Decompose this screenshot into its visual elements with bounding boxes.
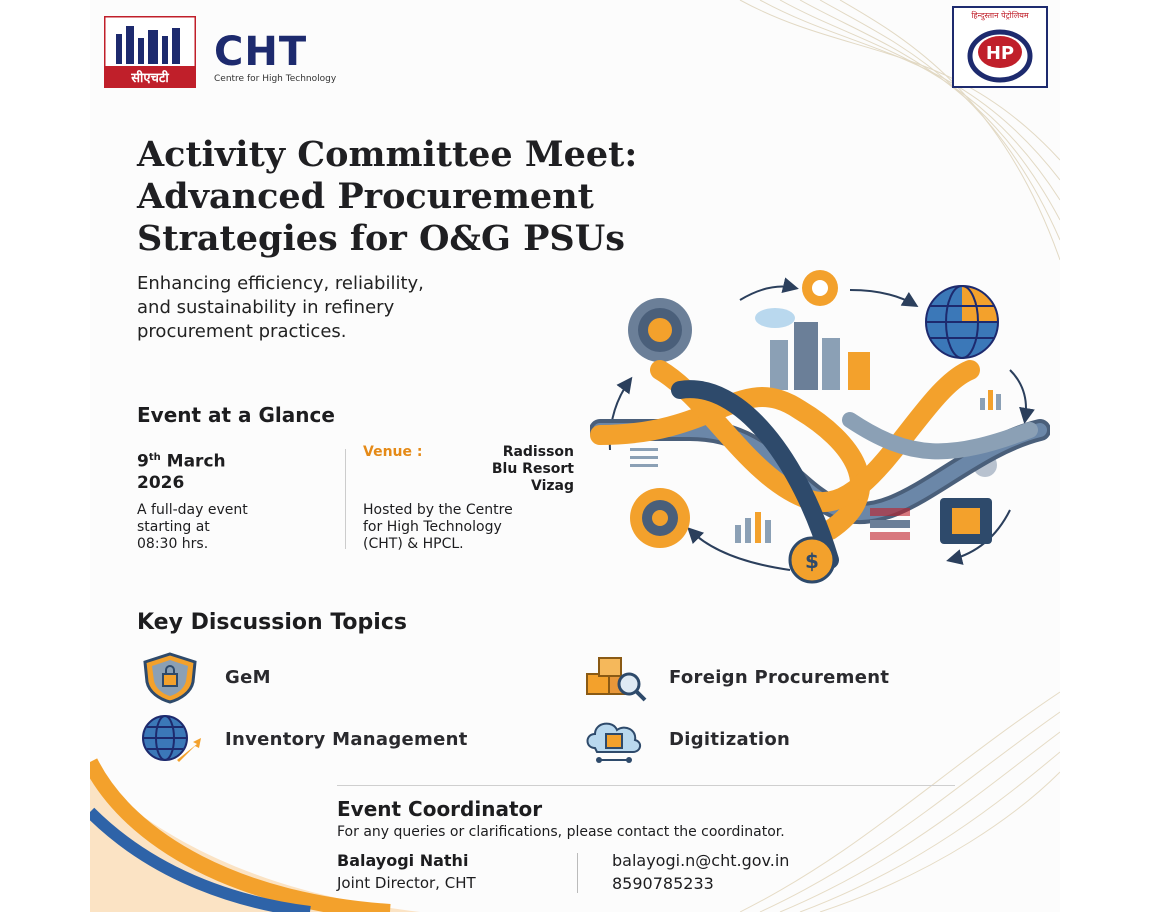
topic-label: Inventory Management bbox=[225, 728, 468, 750]
hp-hindi-text: हिन्दुस्तान पेट्रोलियम bbox=[971, 11, 1029, 20]
hosted-by bbox=[363, 502, 603, 553]
time-line-1: A full-day event bbox=[137, 502, 248, 518]
boxes-search-icon bbox=[579, 650, 649, 704]
title-line-3: Strategies for O&G PSUs bbox=[137, 218, 625, 259]
event-date bbox=[137, 447, 226, 494]
coordinator-contact-divider bbox=[577, 853, 578, 893]
coordinator-name: Balayogi Nathi bbox=[337, 851, 469, 870]
date-day: 9 bbox=[137, 451, 149, 472]
dollar-coin-icon bbox=[790, 538, 834, 582]
bar-chart-icon bbox=[980, 390, 1001, 410]
document-icon bbox=[630, 448, 658, 467]
time-line-2: starting at bbox=[137, 519, 210, 535]
venue-label: Venue : bbox=[363, 444, 423, 460]
subtitle-line-2: and sustainability in refinery bbox=[137, 297, 395, 318]
page-title bbox=[137, 134, 637, 260]
globe-arrow-icon bbox=[135, 712, 205, 766]
topic-digitization bbox=[579, 712, 790, 766]
coordinator-phone[interactable]: 8590785233 bbox=[612, 874, 714, 893]
cht-hindi-text: सीएचटी bbox=[131, 71, 169, 86]
topic-gem bbox=[135, 650, 271, 704]
cloud-chip-icon bbox=[579, 712, 649, 766]
hp-mark: HP bbox=[985, 43, 1015, 64]
hp-logo bbox=[952, 6, 1048, 88]
gear-icon bbox=[630, 488, 690, 548]
venue-value bbox=[440, 444, 574, 495]
topic-inventory-management bbox=[135, 712, 468, 766]
title-line-2: Advanced Procurement bbox=[137, 176, 594, 217]
gear-icon bbox=[628, 298, 692, 362]
shield-lock-icon bbox=[135, 650, 205, 704]
glance-divider bbox=[345, 449, 346, 549]
venue-line-1: Radisson bbox=[502, 444, 574, 460]
date-year: 2026 bbox=[137, 472, 185, 493]
coordinator-role: Joint Director, CHT bbox=[337, 874, 476, 892]
subtitle-line-3: procurement practices. bbox=[137, 321, 347, 342]
hosted-line-2: for High Technology bbox=[363, 519, 502, 535]
topic-foreign-procurement bbox=[579, 650, 889, 704]
coordinator-heading: Event Coordinator bbox=[337, 797, 543, 821]
coordinator-divider bbox=[337, 785, 955, 786]
list-icon bbox=[870, 508, 910, 540]
topic-label: GeM bbox=[225, 666, 271, 688]
hosted-line-1: Hosted by the Centre bbox=[363, 502, 513, 518]
topics-heading: Key Discussion Topics bbox=[137, 610, 407, 635]
cht-emblem-logo bbox=[104, 16, 196, 88]
globe-icon bbox=[926, 286, 998, 358]
coordinator-subtext: For any queries or clarifications, please contact the coordinator. bbox=[337, 824, 785, 840]
subtitle-line-1: Enhancing efficiency, reliability, bbox=[137, 273, 424, 294]
gear-icon bbox=[802, 270, 838, 306]
subtitle bbox=[137, 272, 607, 344]
topic-label: Digitization bbox=[669, 728, 791, 750]
event-time bbox=[137, 502, 337, 553]
date-month: March bbox=[160, 451, 226, 472]
glance-heading: Event at a Glance bbox=[137, 403, 335, 427]
bar-chart-icon bbox=[735, 512, 771, 543]
cht-tagline: Centre for High Technology bbox=[214, 74, 337, 84]
title-line-1: Activity Committee Meet: bbox=[137, 134, 638, 175]
cht-name: CHT bbox=[214, 29, 308, 75]
topic-label: Foreign Procurement bbox=[669, 666, 890, 688]
venue-line-3: Vizag bbox=[530, 478, 574, 494]
time-line-3: 08:30 hrs. bbox=[137, 536, 209, 552]
refinery-icon bbox=[755, 308, 870, 390]
cht-brand bbox=[214, 29, 337, 84]
coordinator-email[interactable]: balayogi.n@cht.gov.in bbox=[612, 851, 790, 870]
date-suffix: th bbox=[148, 452, 161, 463]
svg-text:$: $ bbox=[805, 549, 819, 573]
procurement-pipeline-illustration bbox=[590, 260, 1050, 590]
hp-emblem bbox=[954, 8, 1046, 86]
chip-icon bbox=[940, 498, 992, 544]
venue-line-2: Blu Resort bbox=[491, 461, 574, 477]
hosted-line-3: (CHT) & HPCL. bbox=[363, 536, 464, 552]
